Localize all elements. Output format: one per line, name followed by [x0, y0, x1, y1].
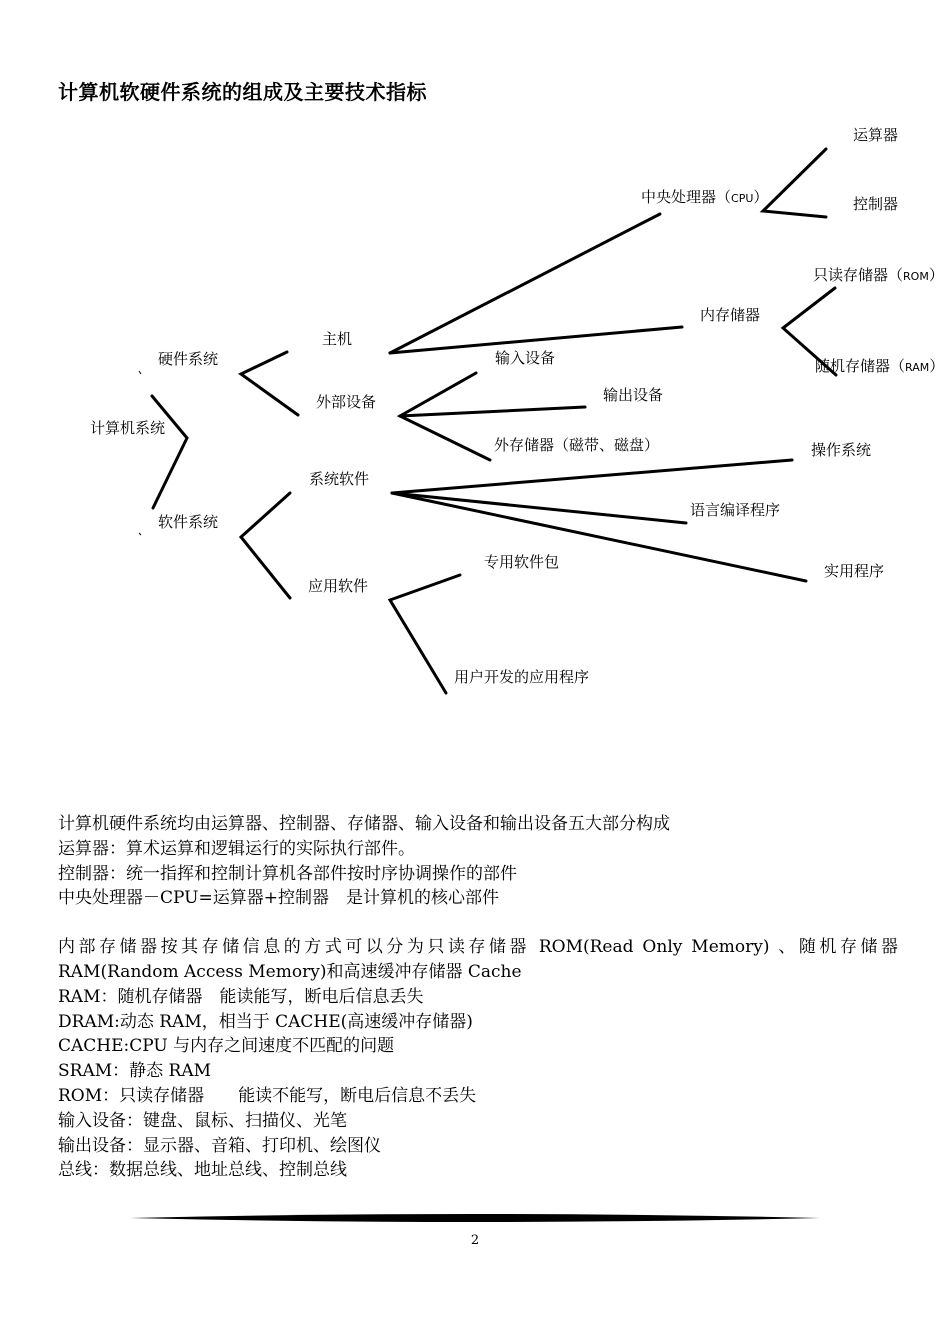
note-rom: ROM：只读存储器 能读不能写，断电后信息不丢失: [58, 1085, 477, 1106]
node-memory: 内存储器: [700, 306, 761, 324]
note-hardware-components: 计算机硬件系统均由运算器、控制器、存储器、输入设备和输出设备五大部分构成: [58, 814, 670, 834]
syssw-to-compiler: [392, 493, 686, 523]
node-software-package: 专用软件包: [484, 553, 560, 571]
note-cpu: 中央处理器－CPU=运算器+控制器 是计算机的核心部件: [58, 888, 499, 909]
ram-abbr: RAM: [905, 361, 930, 374]
root-bracket: [152, 396, 187, 508]
node-host: 主机: [322, 330, 353, 348]
cpu-label: 中央处理器（: [641, 188, 732, 206]
software-bracket: [241, 493, 290, 598]
syssw-to-os: [392, 460, 792, 493]
node-alu: 运算器: [853, 126, 899, 144]
ram-close: ）: [929, 357, 945, 375]
note-bus: 总线：数据总线、地址总线、控制总线: [58, 1160, 347, 1181]
node-computer-system: 计算机系统: [90, 419, 166, 437]
rom-abbr: ROM: [903, 270, 929, 283]
node-compiler: 语言编译程序: [690, 501, 781, 519]
node-ram: [815, 359, 944, 374]
node-utilities: 实用程序: [824, 562, 885, 580]
rom-close: ）: [928, 266, 944, 284]
node-system-software: 系统软件: [309, 470, 370, 488]
notes-section: [58, 812, 898, 1183]
footer-divider: [130, 1212, 820, 1224]
note-output-devices: 输出设备：显示器、音箱、打印机、绘图仪: [58, 1135, 381, 1156]
node-application-software: 应用软件: [308, 577, 369, 595]
node-rom: [813, 268, 944, 283]
node-peripherals: 外部设备: [316, 393, 377, 411]
note-ram: RAM：随机存储器 能读能写，断电后信息丢失: [58, 986, 424, 1007]
ram-label: 随机存储器（: [815, 357, 906, 375]
note-cache: CACHE:CPU 与内存之间速度不匹配的问题: [58, 1036, 395, 1057]
appsw-bracket: [390, 575, 460, 693]
note-input-devices: 输入设备：键盘、鼠标、扫描仪、光笔: [58, 1110, 347, 1131]
hardware-bracket: [241, 352, 298, 415]
rom-label: 只读存储器（: [813, 266, 904, 284]
note-memory-types: 内部存储器按其存储信息的方式可以分为只读存储器 ROM(Read Only Memory) 、随机存储器 RAM(Random Access Memory)和高速缓冲存储器 Cache: [58, 937, 898, 982]
node-cpu: [641, 190, 768, 205]
note-alu: 运算器：算术运算和逻辑运行的实际执行部件。: [58, 838, 415, 859]
node-hardware-system: 硬件系统: [158, 350, 219, 368]
node-input-device: 输入设备: [495, 349, 556, 367]
peripherals-to-output: [400, 407, 585, 416]
note-sram: SRAM：静态 RAM: [58, 1061, 212, 1082]
node-controller: 控制器: [853, 195, 899, 213]
node-software-system: 软件系统: [158, 513, 219, 531]
cpu-abbr: CPU: [731, 192, 754, 205]
cpu-close: ）: [753, 188, 769, 206]
page-title: 计算机软硬件系统的组成及主要技术指标: [58, 80, 427, 104]
page-number: 2: [470, 1233, 480, 1248]
node-output-device: 输出设备: [603, 386, 664, 404]
note-controller: 控制器：统一指挥和控制计算机各部件按时序协调操作的部件: [58, 863, 517, 884]
note-dram: DRAM:动态 RAM，相当于 CACHE(高速缓冲存储器): [58, 1011, 473, 1032]
cpu-bracket: [763, 149, 826, 217]
node-operating-system: 操作系统: [811, 441, 872, 459]
node-user-apps: 用户开发的应用程序: [454, 668, 590, 686]
node-external-storage: 外存储器（磁带、磁盘）: [494, 436, 660, 454]
